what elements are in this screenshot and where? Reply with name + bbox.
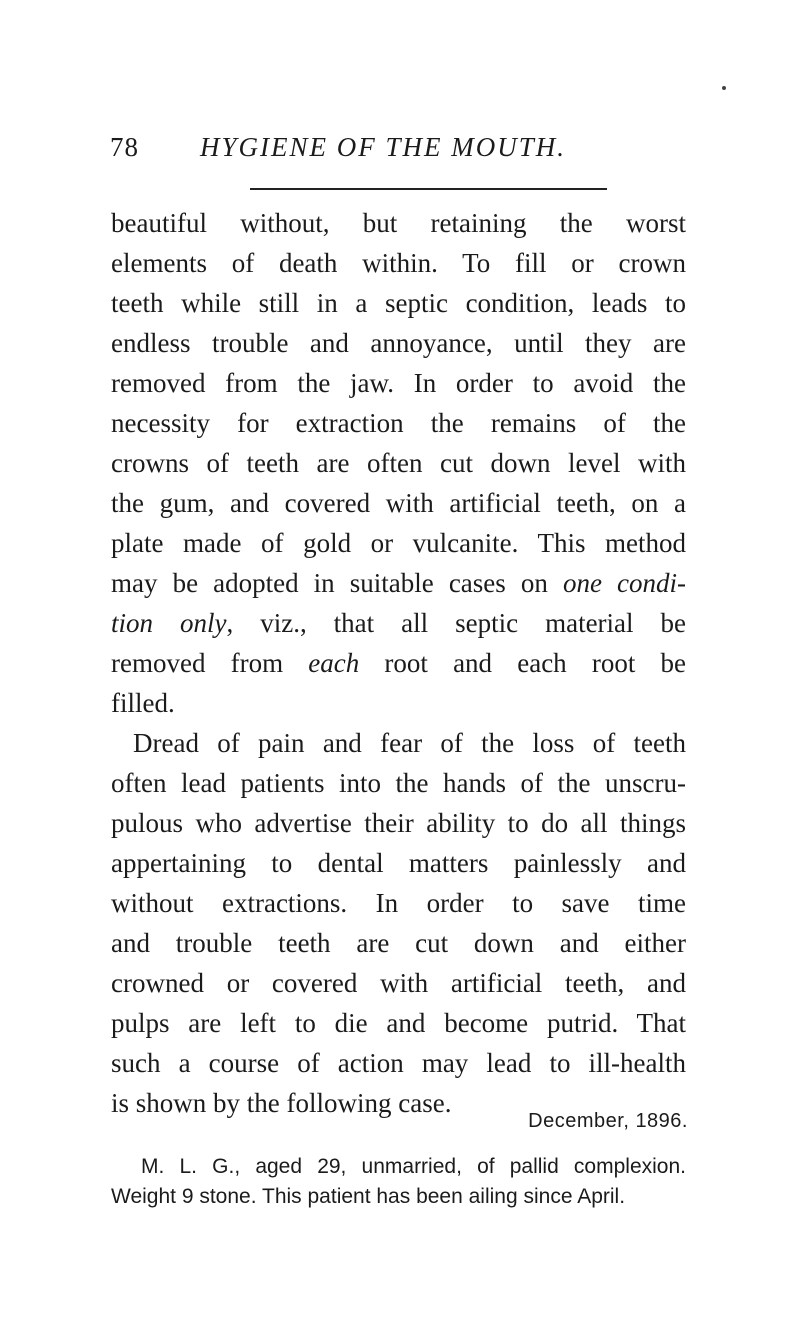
- text-line: plate made of gold or vulcanite. This method: [111, 528, 686, 558]
- text-segment: root and each root be: [359, 648, 686, 678]
- case-notes: [111, 1152, 686, 1212]
- case-line: M. L. G., aged 29, unmarried, of pallid complexion.: [141, 1155, 686, 1178]
- text-line: such a course of action may lead to ill-health: [111, 1048, 686, 1078]
- text-segment: removed from: [111, 648, 309, 678]
- body-text: [111, 203, 686, 1123]
- page-number: 78: [110, 132, 139, 162]
- text-line: pulps are left to die and become putrid. That: [111, 1008, 686, 1038]
- text-line: Dread of pain and fear of the loss of teeth: [133, 728, 686, 758]
- text-line: the gum, and covered with artificial teeth, on a: [111, 488, 686, 518]
- page-speck: [722, 86, 726, 90]
- text-line: necessity for extraction the remains of the: [111, 408, 686, 438]
- text-line: beautiful without, but retaining the worst: [111, 208, 686, 238]
- italic-text: each: [308, 648, 360, 678]
- case-line: Weight 9 stone. This patient has been ailing since April.: [111, 1185, 626, 1208]
- text-line: without extractions. In order to save time: [111, 888, 686, 918]
- text-line: crowned or covered with artificial teeth, and: [111, 968, 686, 998]
- text-segment: may be adopted in suitable cases on: [111, 568, 563, 598]
- italic-text: one condi-: [562, 568, 686, 598]
- case-date: December, 1896.: [528, 1110, 688, 1132]
- text-line: pulous who advertise their ability to do all things: [111, 808, 686, 838]
- text-line: endless trouble and annoyance, until they are: [111, 328, 686, 358]
- text-line: [111, 563, 686, 603]
- text-line: often lead patients into the hands of the unscru-: [111, 768, 686, 798]
- text-line: crowns of teeth are often cut down level with: [111, 448, 686, 478]
- text-line: elements of death within. To fill or crown: [111, 248, 686, 278]
- text-line: appertaining to dental matters painlessly and: [111, 848, 686, 878]
- text-line: [111, 603, 686, 643]
- text-line: is shown by the following case.: [111, 1088, 452, 1118]
- text-line: removed from the jaw. In order to avoid the: [111, 368, 686, 398]
- text-line: teeth while still in a septic condition, leads to: [111, 288, 686, 318]
- header-rule: [250, 188, 607, 190]
- text-line: and trouble teeth are cut down and either: [111, 928, 686, 958]
- text-segment: , viz., that all septic material be: [226, 608, 686, 638]
- running-title: HYGIENE OF THE MOUTH.: [200, 132, 566, 162]
- italic-text: tion only: [111, 608, 227, 638]
- text-line: filled.: [111, 688, 175, 718]
- running-head: [0, 128, 800, 168]
- text-line: [111, 643, 686, 683]
